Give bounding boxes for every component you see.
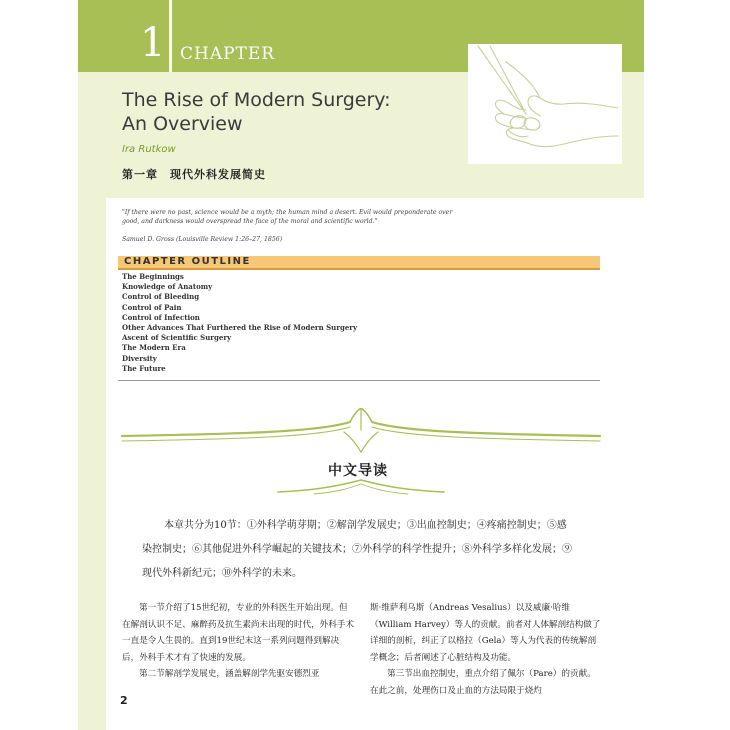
chapter-title-line-2: An Overview: [122, 113, 243, 135]
outline-item: Ascent of Scientific Surgery: [122, 333, 232, 343]
hand-scissors-drawing: [468, 44, 622, 164]
hand-scissors-illustration: [468, 44, 622, 164]
decorative-ornament: [118, 408, 604, 502]
chapter-title: [122, 88, 442, 136]
outline-item: Other Advances That Furthered the Rise of Modern Surgery: [122, 323, 358, 333]
outline-item: Diversity: [122, 353, 157, 363]
outline-item: Control of Bleeding: [122, 292, 200, 302]
chapter-title-line-1: The Rise of Modern Surgery:: [122, 89, 391, 111]
body-paragraph: 第一节介绍了15世纪初，专业的外科医生开始出现。但在解剖认识不足、麻醉药及抗生素尚未出现的时代，外科手术一直是令人生畏的。直到19世纪末这一系列问题得到解决后，外科手术才有了快速的发展。: [122, 603, 355, 663]
body-paragraph: 第二节解剖学发展史，涵盖解剖学先驱安德烈亚: [139, 669, 320, 680]
outline-item: Control of Pain: [122, 302, 182, 312]
page-number: 2: [120, 694, 128, 707]
epigraph-quote: "If there were no past, science would be a myth; the human mind a desert. Evil would preponderate over good, and darkness would overspread the face of the moral and scientific world.": [122, 209, 453, 225]
body-paragraph: 第三节出血控制史，重点介绍了佩尔（Pare）的贡献。在此之前，处理伤口及止血的方法局限于烧灼: [370, 669, 596, 696]
chapter-number: 1: [140, 20, 166, 66]
outline-item: Control of Infection: [122, 312, 200, 322]
chapter-author: Ira Rutkow: [122, 144, 176, 155]
chapter-band-divider: [169, 0, 172, 72]
intro-paragraph: 本章共分为10节：①外科学萌芽期；②解剖学发展史；③出血控制史；④疼痛控制史；⑤感染控制史；⑥其他促进外科学崛起的关键技术；⑦外科学的科学性提升；⑧外科学多样化发展；⑨现代外科新纪元；⑩外科学的未来。: [142, 520, 572, 579]
body-paragraph: 斯·维萨利乌斯（Andreas Vesalius）以及威廉·哈维（William Harvey）等人的贡献。前者对人体解剖结构做了详细的剖析，纠正了以格拉（Gela）等人为代表的传统解剖学概念；后者阐述了心脏结构及功能。: [370, 603, 601, 663]
outline-bottom-rule: [118, 380, 600, 381]
body-column-right: [370, 600, 604, 700]
left-side-bar: [78, 72, 106, 730]
epigraph-source: Samuel D. Gross (Louisville Review 1:26–27, 1856): [122, 236, 283, 243]
chinese-chapter-title: 第一章 现代外科发展简史: [122, 168, 266, 181]
outline-item: Knowledge of Anatomy: [122, 282, 213, 292]
outline-item: The Future: [122, 363, 166, 373]
body-column-left: [122, 600, 356, 683]
outline-item: The Beginnings: [122, 272, 184, 281]
chapter-label: CHAPTER: [180, 44, 276, 64]
ornament-flourish: [118, 408, 604, 502]
chinese-guide-heading: 中文导读: [328, 463, 388, 479]
chapter-outline-list: [122, 272, 357, 374]
chapter-outline-heading: CHAPTER OUTLINE: [124, 256, 251, 267]
chinese-guide-intro: [142, 514, 572, 586]
outline-item: The Modern Era: [122, 343, 186, 353]
